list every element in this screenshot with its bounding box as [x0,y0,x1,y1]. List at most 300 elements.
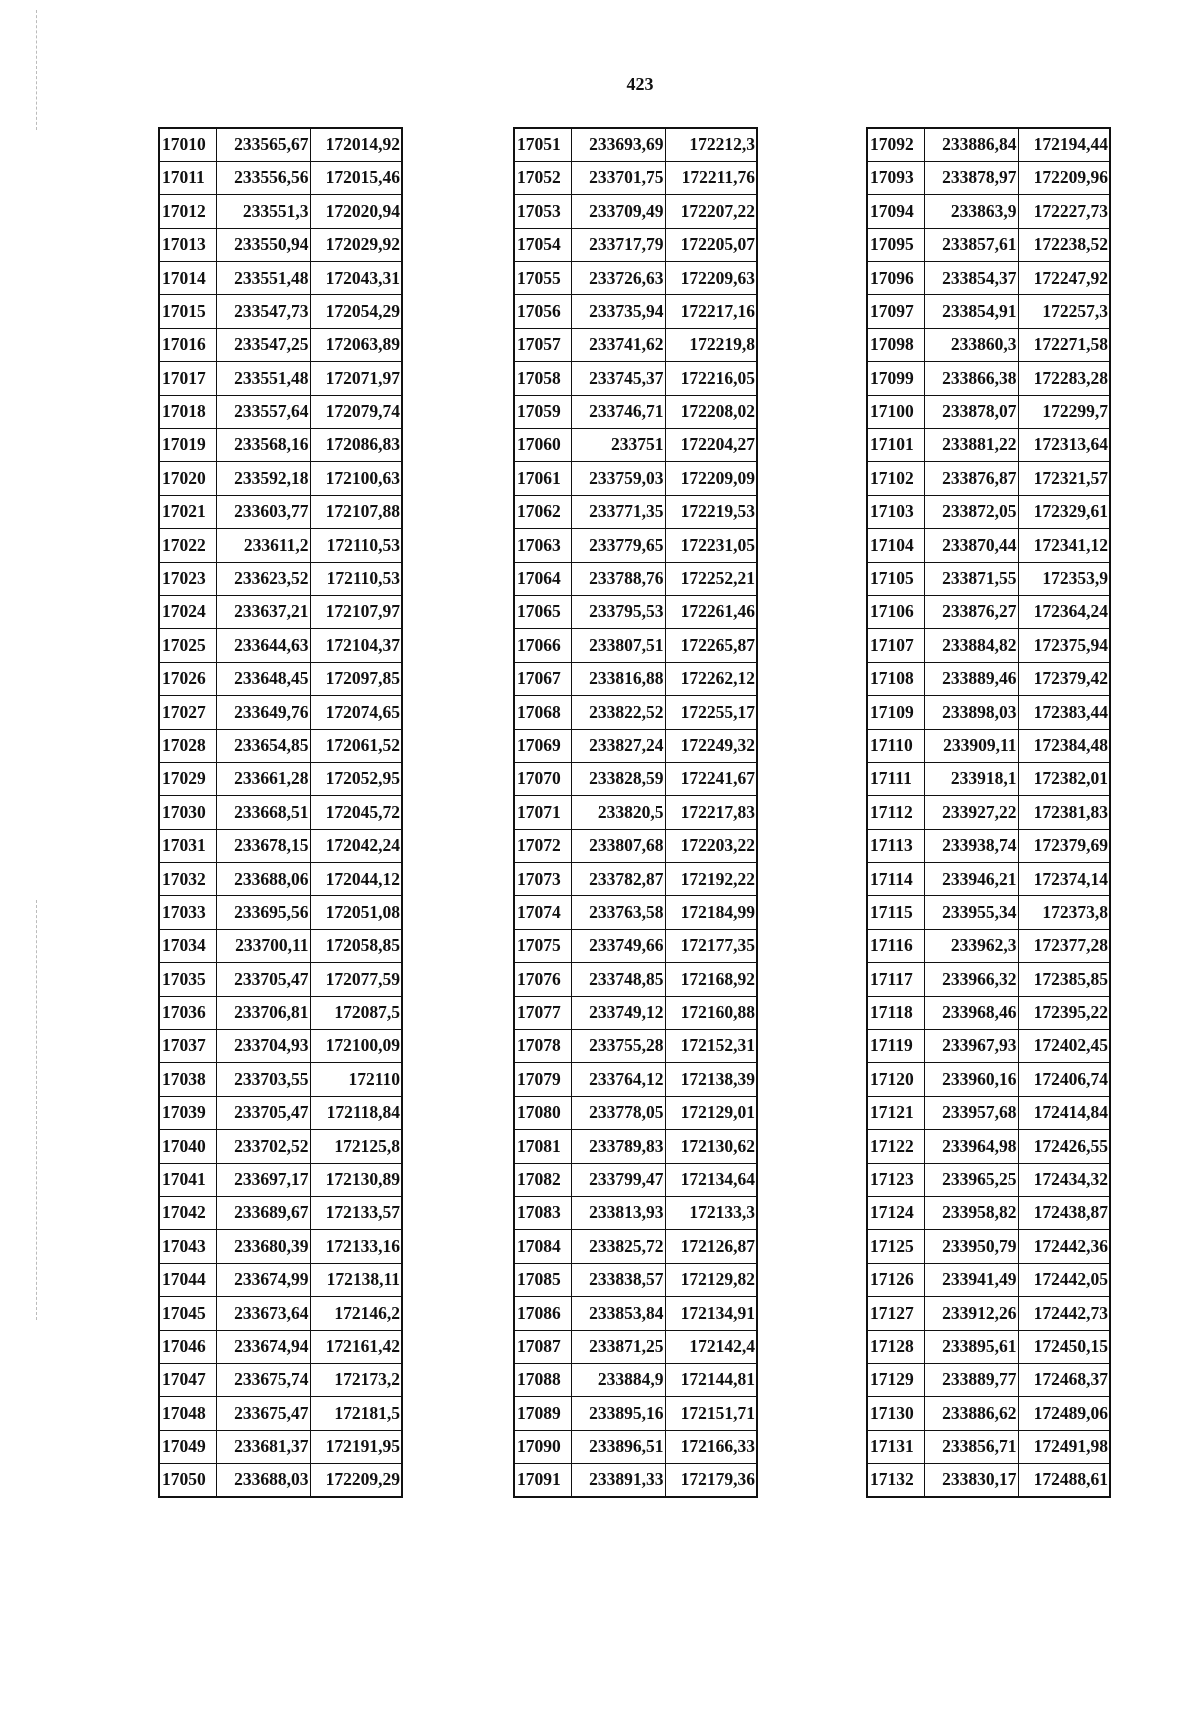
y-coordinate-cell: 172217,83 [665,796,757,829]
y-coordinate-cell: 172134,91 [665,1297,757,1330]
y-coordinate-cell: 172377,28 [1018,929,1110,962]
x-coordinate-cell: 233807,51 [571,629,665,662]
point-id-cell: 17061 [514,462,571,495]
y-coordinate-cell: 172208,02 [665,395,757,428]
point-id-cell: 17057 [514,328,571,361]
x-coordinate-cell: 233557,64 [216,395,310,428]
y-coordinate-cell: 172219,8 [665,328,757,361]
y-coordinate-cell: 172402,45 [1018,1030,1110,1063]
x-coordinate-cell: 233872,05 [924,495,1018,528]
x-coordinate-cell: 233703,55 [216,1063,310,1096]
x-coordinate-cell: 233966,32 [924,963,1018,996]
y-coordinate-cell: 172209,29 [310,1464,402,1497]
table-row [514,1297,757,1330]
x-coordinate-cell: 233856,71 [924,1430,1018,1463]
point-id-cell: 17048 [159,1397,216,1430]
y-coordinate-cell: 172181,5 [310,1397,402,1430]
x-coordinate-cell: 233709,49 [571,195,665,228]
point-id-cell: 17077 [514,996,571,1029]
x-coordinate-cell: 233813,93 [571,1197,665,1230]
x-coordinate-cell: 233863,9 [924,195,1018,228]
x-coordinate-cell: 233701,75 [571,161,665,194]
y-coordinate-cell: 172252,21 [665,562,757,595]
x-coordinate-cell: 233918,1 [924,762,1018,795]
table-row [867,729,1110,762]
point-id-cell: 17068 [514,696,571,729]
table-row [867,1163,1110,1196]
point-id-cell: 17015 [159,295,216,328]
table-row [159,462,402,495]
point-id-cell: 17132 [867,1464,924,1497]
point-id-cell: 17034 [159,929,216,962]
x-coordinate-cell: 233550,94 [216,228,310,261]
y-coordinate-cell: 172071,97 [310,362,402,395]
x-coordinate-cell: 233648,45 [216,662,310,695]
y-coordinate-cell: 172014,92 [310,128,402,161]
point-id-cell: 17079 [514,1063,571,1096]
y-coordinate-cell: 172442,36 [1018,1230,1110,1263]
table-row [159,696,402,729]
y-coordinate-cell: 172020,94 [310,195,402,228]
table-row [867,1130,1110,1163]
y-coordinate-cell: 172138,11 [310,1263,402,1296]
point-id-cell: 17033 [159,896,216,929]
table-row [159,1464,402,1497]
x-coordinate-cell: 233946,21 [924,863,1018,896]
y-coordinate-cell: 172087,5 [310,996,402,1029]
x-coordinate-cell: 233886,62 [924,1397,1018,1430]
y-coordinate-cell: 172173,2 [310,1363,402,1396]
coordinate-table-2 [513,127,758,1498]
y-coordinate-cell: 172191,95 [310,1430,402,1463]
x-coordinate-cell: 233896,51 [571,1430,665,1463]
y-coordinate-cell: 172383,44 [1018,696,1110,729]
point-id-cell: 17127 [867,1297,924,1330]
y-coordinate-cell: 172061,52 [310,729,402,762]
y-coordinate-cell: 172384,48 [1018,729,1110,762]
x-coordinate-cell: 233637,21 [216,595,310,628]
x-coordinate-cell: 233603,77 [216,495,310,528]
table-row [867,996,1110,1029]
table-row [867,1430,1110,1463]
x-coordinate-cell: 233681,37 [216,1430,310,1463]
point-id-cell: 17053 [514,195,571,228]
point-id-cell: 17111 [867,762,924,795]
point-id-cell: 17104 [867,529,924,562]
point-id-cell: 17066 [514,629,571,662]
table-row [514,161,757,194]
table-row [514,395,757,428]
table-row [514,996,757,1029]
x-coordinate-cell: 233673,64 [216,1297,310,1330]
y-coordinate-cell: 172249,32 [665,729,757,762]
table-row [514,1163,757,1196]
table-row [867,863,1110,896]
point-id-cell: 17059 [514,395,571,428]
table-row [867,228,1110,261]
table-row [514,929,757,962]
y-coordinate-cell: 172043,31 [310,262,402,295]
point-id-cell: 17105 [867,562,924,595]
table-row [867,395,1110,428]
y-coordinate-cell: 172110,53 [310,562,402,595]
table-row [514,1430,757,1463]
table-row [159,295,402,328]
x-coordinate-cell: 233700,11 [216,929,310,962]
point-id-cell: 17087 [514,1330,571,1363]
table-row [159,328,402,361]
table-row [159,996,402,1029]
point-id-cell: 17102 [867,462,924,495]
y-coordinate-cell: 172079,74 [310,395,402,428]
point-id-cell: 17043 [159,1230,216,1263]
x-coordinate-cell: 233830,17 [924,1464,1018,1497]
point-id-cell: 17093 [867,161,924,194]
x-coordinate-cell: 233745,37 [571,362,665,395]
table-row [514,1397,757,1430]
table-row [867,896,1110,929]
y-coordinate-cell: 172100,63 [310,462,402,495]
table-row [514,896,757,929]
x-coordinate-cell: 233741,62 [571,328,665,361]
table-row [514,362,757,395]
x-coordinate-cell: 233895,61 [924,1330,1018,1363]
x-coordinate-cell: 233968,46 [924,996,1018,1029]
y-coordinate-cell: 172209,96 [1018,161,1110,194]
table-row [159,395,402,428]
y-coordinate-cell: 172130,62 [665,1130,757,1163]
x-coordinate-cell: 233857,61 [924,228,1018,261]
point-id-cell: 17098 [867,328,924,361]
point-id-cell: 17030 [159,796,216,829]
table-row [514,1197,757,1230]
table-row [867,662,1110,695]
y-coordinate-cell: 172146,2 [310,1297,402,1330]
table-row [867,796,1110,829]
x-coordinate-cell: 233688,06 [216,863,310,896]
point-id-cell: 17047 [159,1363,216,1396]
table-row [867,128,1110,161]
point-id-cell: 17039 [159,1096,216,1129]
y-coordinate-cell: 172166,33 [665,1430,757,1463]
point-id-cell: 17097 [867,295,924,328]
point-id-cell: 17103 [867,495,924,528]
point-id-cell: 17117 [867,963,924,996]
table-row [867,1464,1110,1497]
table-row [159,829,402,862]
y-coordinate-cell: 172261,46 [665,595,757,628]
table-row [867,1197,1110,1230]
y-coordinate-cell: 172100,09 [310,1030,402,1063]
point-id-cell: 17022 [159,529,216,562]
y-coordinate-cell: 172231,05 [665,529,757,562]
table-row [159,729,402,762]
point-id-cell: 17075 [514,929,571,962]
x-coordinate-cell: 233623,52 [216,562,310,595]
y-coordinate-cell: 172118,84 [310,1096,402,1129]
x-coordinate-cell: 233702,52 [216,1130,310,1163]
y-coordinate-cell: 172438,87 [1018,1197,1110,1230]
point-id-cell: 17118 [867,996,924,1029]
table-row [514,495,757,528]
x-coordinate-cell: 233820,5 [571,796,665,829]
point-id-cell: 17040 [159,1130,216,1163]
table-row [867,429,1110,462]
y-coordinate-cell: 172110 [310,1063,402,1096]
x-coordinate-cell: 233695,56 [216,896,310,929]
point-id-cell: 17113 [867,829,924,862]
table-row [867,1230,1110,1263]
point-id-cell: 17083 [514,1197,571,1230]
x-coordinate-cell: 233876,27 [924,595,1018,628]
y-coordinate-cell: 172211,76 [665,161,757,194]
point-id-cell: 17038 [159,1063,216,1096]
y-coordinate-cell: 172209,09 [665,462,757,495]
point-id-cell: 17010 [159,128,216,161]
point-id-cell: 17065 [514,595,571,628]
point-id-cell: 17081 [514,1130,571,1163]
y-coordinate-cell: 172168,92 [665,963,757,996]
y-coordinate-cell: 172151,71 [665,1397,757,1430]
x-coordinate-cell: 233828,59 [571,762,665,795]
y-coordinate-cell: 172133,57 [310,1197,402,1230]
x-coordinate-cell: 233551,48 [216,362,310,395]
table-row [159,762,402,795]
x-coordinate-cell: 233704,93 [216,1030,310,1063]
table-row [867,1363,1110,1396]
y-coordinate-cell: 172107,88 [310,495,402,528]
y-coordinate-cell: 172364,24 [1018,595,1110,628]
table-row [867,328,1110,361]
x-coordinate-cell: 233825,72 [571,1230,665,1263]
x-coordinate-cell: 233568,16 [216,429,310,462]
point-id-cell: 17044 [159,1263,216,1296]
x-coordinate-cell: 233674,99 [216,1263,310,1296]
x-coordinate-cell: 233958,82 [924,1197,1018,1230]
x-coordinate-cell: 233782,87 [571,863,665,896]
y-coordinate-cell: 172058,85 [310,929,402,962]
point-id-cell: 17082 [514,1163,571,1196]
x-coordinate-cell: 233799,47 [571,1163,665,1196]
x-coordinate-cell: 233889,77 [924,1363,1018,1396]
x-coordinate-cell: 233748,85 [571,963,665,996]
y-coordinate-cell: 172192,22 [665,863,757,896]
table-row [867,963,1110,996]
x-coordinate-cell: 233884,9 [571,1363,665,1396]
x-coordinate-cell: 233960,16 [924,1063,1018,1096]
point-id-cell: 17130 [867,1397,924,1430]
table-row [159,1096,402,1129]
x-coordinate-cell: 233938,74 [924,829,1018,862]
x-coordinate-cell: 233661,28 [216,762,310,795]
x-coordinate-cell: 233878,07 [924,395,1018,428]
y-coordinate-cell: 172129,82 [665,1263,757,1296]
x-coordinate-cell: 233649,76 [216,696,310,729]
x-coordinate-cell: 233871,55 [924,562,1018,595]
x-coordinate-cell: 233706,81 [216,996,310,1029]
table-row [159,128,402,161]
point-id-cell: 17115 [867,896,924,929]
page-number: 423 [626,74,654,94]
point-id-cell: 17050 [159,1464,216,1497]
table-row [159,1397,402,1430]
point-id-cell: 17017 [159,362,216,395]
y-coordinate-cell: 172207,22 [665,195,757,228]
point-id-cell: 17069 [514,729,571,762]
point-id-cell: 17080 [514,1096,571,1129]
point-id-cell: 17091 [514,1464,571,1497]
x-coordinate-cell: 233886,84 [924,128,1018,161]
table-row [867,629,1110,662]
table-row [159,796,402,829]
point-id-cell: 17021 [159,495,216,528]
point-id-cell: 17085 [514,1263,571,1296]
x-coordinate-cell: 233759,03 [571,462,665,495]
point-id-cell: 17051 [514,128,571,161]
x-coordinate-cell: 233611,2 [216,529,310,562]
table-row [514,328,757,361]
coordinate-table-3 [866,127,1111,1498]
table-row [867,1297,1110,1330]
y-coordinate-cell: 172205,07 [665,228,757,261]
y-coordinate-cell: 172491,98 [1018,1430,1110,1463]
x-coordinate-cell: 233551,48 [216,262,310,295]
table-row [159,228,402,261]
point-id-cell: 17024 [159,595,216,628]
point-id-cell: 17121 [867,1096,924,1129]
x-coordinate-cell: 233789,83 [571,1130,665,1163]
point-id-cell: 17037 [159,1030,216,1063]
point-id-cell: 17045 [159,1297,216,1330]
x-coordinate-cell: 233795,53 [571,595,665,628]
x-coordinate-cell: 233674,94 [216,1330,310,1363]
y-coordinate-cell: 172077,59 [310,963,402,996]
y-coordinate-cell: 172217,16 [665,295,757,328]
x-coordinate-cell: 233675,47 [216,1397,310,1430]
x-coordinate-cell: 233941,49 [924,1263,1018,1296]
table-row [514,128,757,161]
table-row [867,1263,1110,1296]
table-row [159,1230,402,1263]
point-id-cell: 17041 [159,1163,216,1196]
y-coordinate-cell: 172379,42 [1018,662,1110,695]
table-row [159,1063,402,1096]
point-id-cell: 17042 [159,1197,216,1230]
x-coordinate-cell: 233755,28 [571,1030,665,1063]
table-row [867,161,1110,194]
y-coordinate-cell: 172434,32 [1018,1163,1110,1196]
y-coordinate-cell: 172488,61 [1018,1464,1110,1497]
y-coordinate-cell: 172015,46 [310,161,402,194]
table-row [159,562,402,595]
point-id-cell: 17076 [514,963,571,996]
table-row [514,429,757,462]
x-coordinate-cell: 233871,25 [571,1330,665,1363]
x-coordinate-cell: 233884,82 [924,629,1018,662]
point-id-cell: 17094 [867,195,924,228]
x-coordinate-cell: 233749,66 [571,929,665,962]
x-coordinate-cell: 233912,26 [924,1297,1018,1330]
x-coordinate-cell: 233891,33 [571,1464,665,1497]
y-coordinate-cell: 172373,8 [1018,896,1110,929]
y-coordinate-cell: 172341,12 [1018,529,1110,562]
point-id-cell: 17023 [159,562,216,595]
table-row [159,1330,402,1363]
point-id-cell: 17056 [514,295,571,328]
table-row [867,1397,1110,1430]
point-id-cell: 17095 [867,228,924,261]
y-coordinate-cell: 172238,52 [1018,228,1110,261]
table-row [514,1330,757,1363]
y-coordinate-cell: 172074,65 [310,696,402,729]
table-row [867,595,1110,628]
table-row [514,729,757,762]
point-id-cell: 17046 [159,1330,216,1363]
y-coordinate-cell: 172134,64 [665,1163,757,1196]
point-id-cell: 17122 [867,1130,924,1163]
y-coordinate-cell: 172044,12 [310,863,402,896]
x-coordinate-cell: 233697,17 [216,1163,310,1196]
point-id-cell: 17119 [867,1030,924,1063]
x-coordinate-cell: 233675,74 [216,1363,310,1396]
point-id-cell: 17073 [514,863,571,896]
table-row [867,195,1110,228]
y-coordinate-cell: 172374,14 [1018,863,1110,896]
x-coordinate-cell: 233854,37 [924,262,1018,295]
point-id-cell: 17096 [867,262,924,295]
table-row [514,1063,757,1096]
x-coordinate-cell: 233592,18 [216,462,310,495]
y-coordinate-cell: 172385,85 [1018,963,1110,996]
point-id-cell: 17084 [514,1230,571,1263]
y-coordinate-cell: 172216,05 [665,362,757,395]
x-coordinate-cell: 233778,05 [571,1096,665,1129]
x-coordinate-cell: 233895,16 [571,1397,665,1430]
table-row [159,429,402,462]
point-id-cell: 17074 [514,896,571,929]
point-id-cell: 17019 [159,429,216,462]
table-row [159,1363,402,1396]
y-coordinate-cell: 172203,22 [665,829,757,862]
x-coordinate-cell: 233693,69 [571,128,665,161]
y-coordinate-cell: 172382,01 [1018,762,1110,795]
table-row [159,929,402,962]
x-coordinate-cell: 233565,67 [216,128,310,161]
table-row [514,629,757,662]
x-coordinate-cell: 233866,38 [924,362,1018,395]
point-id-cell: 17071 [514,796,571,829]
scan-margin-mark [36,900,37,1320]
table-row [514,462,757,495]
table-row [159,863,402,896]
point-id-cell: 17063 [514,529,571,562]
y-coordinate-cell: 172241,67 [665,762,757,795]
y-coordinate-cell: 172133,16 [310,1230,402,1263]
point-id-cell: 17099 [867,362,924,395]
y-coordinate-cell: 172271,58 [1018,328,1110,361]
y-coordinate-cell: 172110,53 [310,529,402,562]
table-row [514,1363,757,1396]
table-row [514,262,757,295]
table-row [159,1130,402,1163]
point-id-cell: 17029 [159,762,216,795]
table-row [159,1030,402,1063]
table-row [867,929,1110,962]
point-id-cell: 17092 [867,128,924,161]
point-id-cell: 17070 [514,762,571,795]
x-coordinate-cell: 233854,91 [924,295,1018,328]
y-coordinate-cell: 172406,74 [1018,1063,1110,1096]
